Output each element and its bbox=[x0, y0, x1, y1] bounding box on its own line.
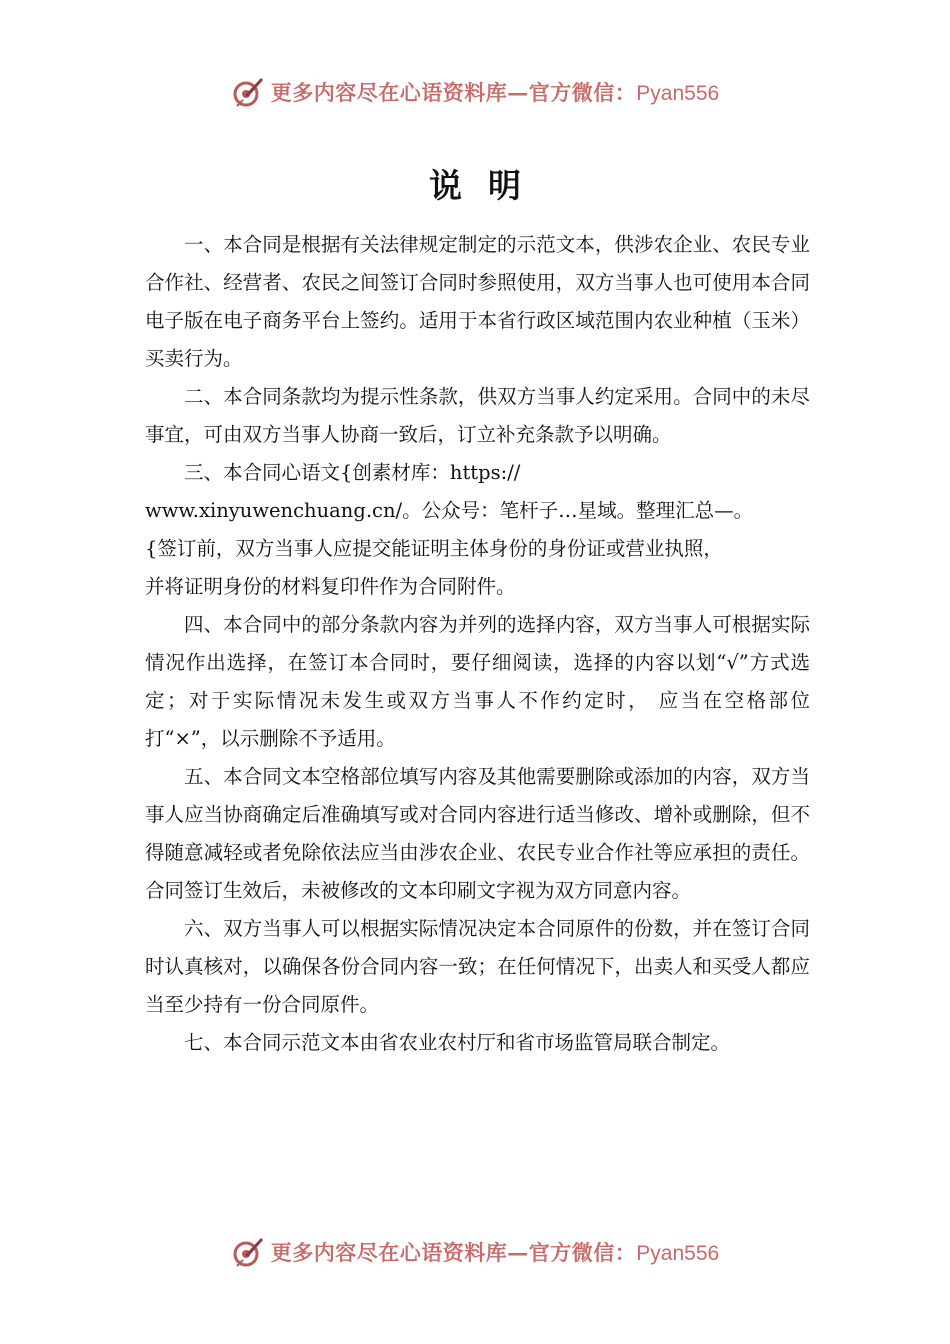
footer-banner-wechat-id: Pyan556 bbox=[636, 1242, 720, 1265]
document-title: 说明 bbox=[429, 166, 547, 205]
header-banner bbox=[0, 72, 950, 112]
paragraph-4: 四、本合同中的部分条款内容为并列的选择内容，双方当事人可根据实际情况作出选择，在签订本合同时，要仔细阅读，选择的内容以划“√”方式选定；对于实际情况未发生或双方当事人不作约定时， 应当在空格部位打“×”，以示删除不予适用。 bbox=[145, 613, 810, 750]
quill-logo-icon bbox=[231, 75, 265, 109]
paragraph-1: 一、本合同是根据有关法律规定制定的示范文本，供涉农企业、农民专业合作社、经营者、农民之间签订合同时参照使用，双方当事人也可使用本合同电子版在电子商务平台上签约。适用于本省行政区域范围内农业种植（玉米）买卖行为。 bbox=[145, 233, 810, 370]
paragraph-3-line-3: {签订前，双方当事人应提交能证明主体身份的身份证或营业执照， bbox=[145, 537, 723, 560]
paragraph-3-line-2: www.xinyuwenchuang.cn/。公众号：笔杆子…星域。整理汇总—。 bbox=[145, 499, 754, 522]
quill-logo-icon bbox=[231, 1235, 265, 1269]
paragraph-3 bbox=[145, 454, 810, 606]
paragraph-3-line-4: 并将证明身份的材料复印件作为合同附件。 bbox=[145, 575, 516, 598]
document-body bbox=[145, 226, 810, 1062]
paragraph-3-line-1: 三、本合同心语文{创素材库：https:// bbox=[184, 461, 521, 484]
header-banner-text: 更多内容尽在心语资料库—官方微信：Pyan556 bbox=[270, 80, 720, 105]
paragraph-6: 六、双方当事人可以根据实际情况决定本合同原件的份数，并在签订合同时认真核对，以确保各份合同内容一致；在任何情况下，出卖人和买受人都应当至少持有一份合同原件。 bbox=[145, 917, 810, 1016]
header-banner-wechat-id: Pyan556 bbox=[636, 82, 720, 105]
paragraph-2: 二、本合同条款均为提示性条款，供双方当事人约定采用。合同中的未尽事宜，可由双方当事人协商一致后，订立补充条款予以明确。 bbox=[145, 385, 810, 446]
paragraph-7: 七、本合同示范文本由省农业农村厅和省市场监管局联合制定。 bbox=[184, 1031, 731, 1054]
paragraph-5: 五、本合同文本空格部位填写内容及其他需要删除或添加的内容，双方当事人应当协商确定后准确填写或对合同内容进行适当修改、增补或删除，但不得随意减轻或者免除依法应当由涉农企业、农民专业合作社等应承担的责任。合同签订生效后，未被修改的文本印刷文字视为双方同意内容。 bbox=[145, 765, 810, 902]
footer-banner-text: 更多内容尽在心语资料库—官方微信：Pyan556 bbox=[270, 1240, 720, 1265]
footer-banner bbox=[0, 1232, 950, 1272]
